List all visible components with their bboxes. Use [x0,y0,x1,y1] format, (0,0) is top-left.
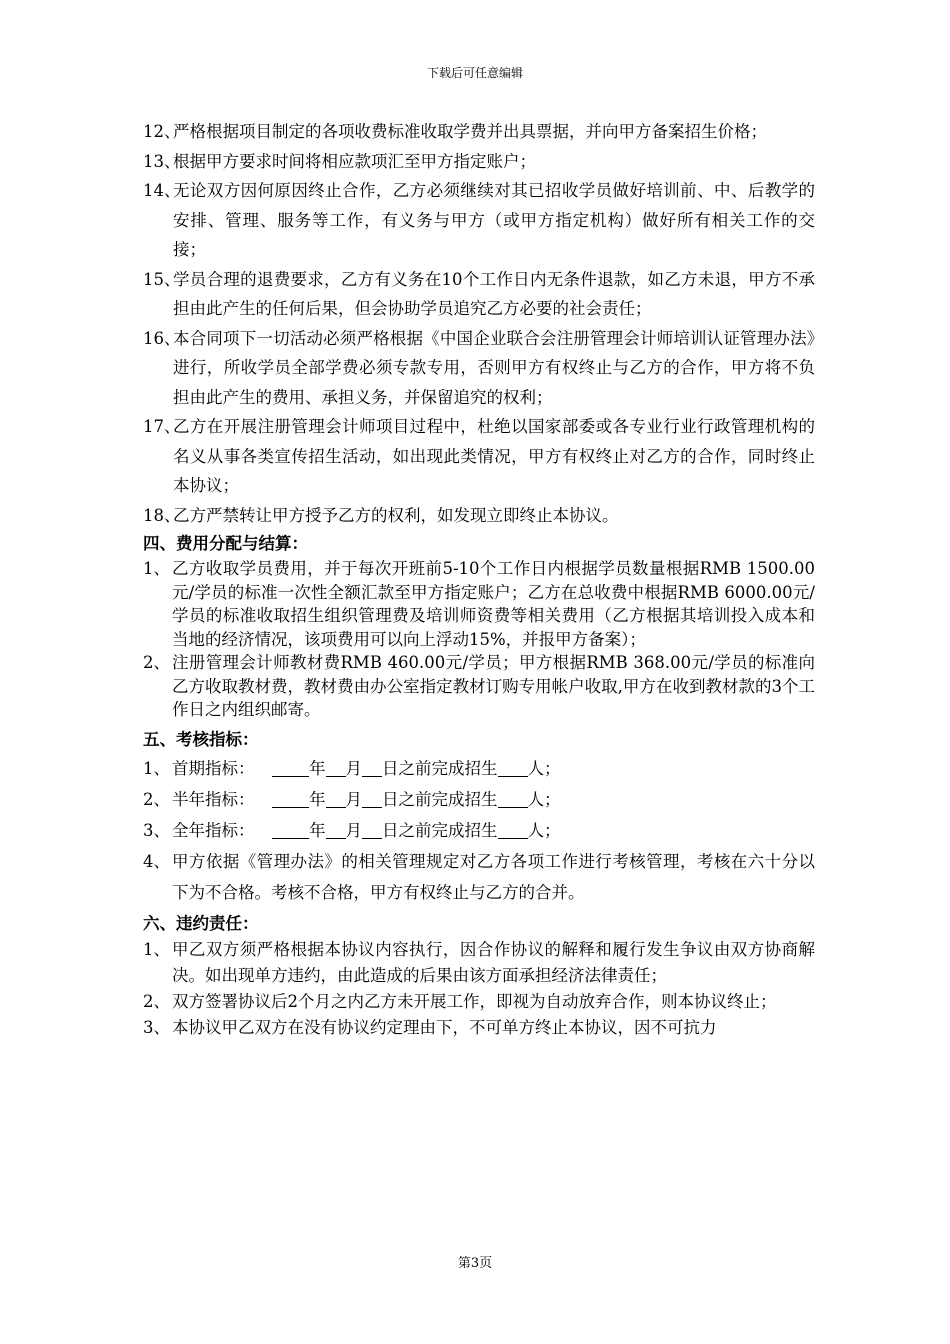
item-text: 乙方在开展注册管理会计师项目过程中，杜绝以国家部委或各专业行业行政管理机构的名义从事各类宣传招生活动，如出现此类情况，甲方有权终止对乙方的合作，同时终止本协议； [173,417,815,495]
item-number: 12、 [143,122,181,141]
item-number: 18、 [143,505,181,525]
day-blank [362,821,382,839]
list-item [143,937,815,989]
item-text: 学员合理的退费要求，乙方有义务在10个工作日内无条件退款，如乙方未退，甲方不承担由此产生的任何后果，但会协助学员追究乙方必要的社会责任； [173,269,815,318]
section-6-list [143,937,815,1041]
month-label: 月 [345,789,362,809]
list-item [143,989,815,1015]
target-text [172,753,815,784]
item-text: 本协议甲乙双方在没有协议约定理由下，不可单方终止本协议，因不可抗力 [172,1017,717,1037]
count-blank [498,821,528,839]
item-text: 严格根据项目制定的各项收费标准收取学费并出具票据，并向甲方备案招生价格； [173,122,767,141]
item-number: 17、 [143,417,181,436]
month-blank [326,790,346,808]
target-text [172,784,815,815]
year-blank [272,821,309,839]
unit-label: 人； [527,789,561,809]
list-item [143,117,815,147]
month-blank [326,821,346,839]
target-row [143,753,815,784]
page-footer: 第3页 [457,1256,493,1271]
item-number: 2、 [143,991,170,1011]
item-number: 1、 [143,758,170,778]
list-item [143,147,815,177]
section-6-heading: 六、违约责任： [143,913,259,933]
day-blank [362,759,382,777]
year-label: 年 [309,820,326,840]
month-blank [326,759,346,777]
item-text: 注册管理会计师教材费RMB 460.00元/学员；甲方根据RMB 368.00元/学员的标准向乙方收取教材费，教材费由办公室指定教材订购专用帐户收取,甲方在收到教材款的3个工作日之内组织邮寄。 [172,653,815,719]
unit-label: 人； [527,820,561,840]
target-row [143,815,815,846]
item-number: 3、 [143,820,170,840]
item-text: 无论双方因何原因终止合作，乙方必须继续对其已招收学员做好培训前、中、后教学的安排、管理、服务等工作，有义务与甲方（或甲方指定机构）做好所有相关工作的交接； [173,181,815,259]
document-body [143,117,815,1041]
item-number: 1、 [143,939,170,959]
page-header: 下载后可任意编辑 [426,66,523,80]
list-item [143,557,815,651]
item-number: 2、 [143,653,170,672]
item-number: 2、 [143,789,170,809]
item-text: 本合同项下一切活动必须严格根据《中国企业联合会注册管理会计师培训认证管理办法》进行，所收学员全部学费必须专款专用，否则甲方有权终止与乙方的合作，甲方将不负担由此产生的费用、承担义务，并保留追究的权利； [173,328,815,407]
month-label: 月 [345,758,362,778]
item-text: 甲乙双方须严格根据本协议内容执行，因合作协议的解释和履行发生争议由双方协商解决。如出现单方违约，由此造成的后果由该方面承担经济法律责任； [172,939,815,985]
item-number: 4、 [143,851,170,871]
item-number: 3、 [143,1017,170,1037]
year-label: 年 [309,789,326,809]
item-number: 16、 [143,328,181,348]
unit-label: 人； [527,758,561,778]
list-item [143,651,815,722]
list-item [143,1015,815,1041]
list-item [143,846,815,908]
list-item [143,176,815,265]
list-item [143,412,815,501]
section-4-heading: 四、费用分配与结算： [143,534,308,553]
year-label: 年 [309,758,326,778]
item-text: 甲方依据《管理办法》的相关管理规定对乙方各项工作进行考核管理，考核在六十分以下为不合格。考核不合格，甲方有权终止与乙方的合并。 [172,851,815,902]
item-text: 根据甲方要求时间将相应款项汇至甲方指定账户； [173,151,536,171]
day-label: 日之前完成招生 [382,758,498,778]
target-label: 首期指标： [172,758,255,778]
section-5-list [143,753,815,908]
target-row [143,784,815,815]
item-text: 双方签署协议后2个月之内乙方未开展工作，即视为自动放弃合作，则本协议终止； [172,991,777,1011]
count-blank [498,759,528,777]
day-label: 日之前完成招生 [382,789,498,809]
day-blank [362,790,382,808]
year-blank [272,759,309,777]
list-item [143,501,815,531]
month-label: 月 [345,820,362,840]
target-label: 全年指标： [172,820,255,840]
list-item [143,324,815,413]
target-label: 半年指标： [172,789,255,809]
target-text [172,815,815,846]
list-item [143,265,815,324]
item-number: 15、 [143,269,181,289]
section-4-list [143,557,815,722]
item-number: 14、 [143,181,181,200]
count-blank [498,790,528,808]
item-text: 乙方严禁转让甲方授予乙方的权利，如发现立即终止本协议。 [173,505,619,525]
item-number: 13、 [143,151,181,171]
item-number: 1、 [143,559,170,578]
item-text: 乙方收取学员费用，并于每次开班前5-10个工作日内根据学员数量根据RMB 1500.00元/学员的标准一次性全额汇款至甲方指定账户；乙方在总收费中根据RMB 6000.00元/学员的标准收取招生组织管理费及培训师资费等相关费用（乙方根据其培训投入成本和当地的经济情况，该项费用可以向上浮动15%，并报甲方备案）； [172,559,815,649]
section-3-list [143,117,815,530]
day-label: 日之前完成招生 [382,820,498,840]
year-blank [272,790,309,808]
section-5-heading: 五、考核指标： [143,729,259,749]
